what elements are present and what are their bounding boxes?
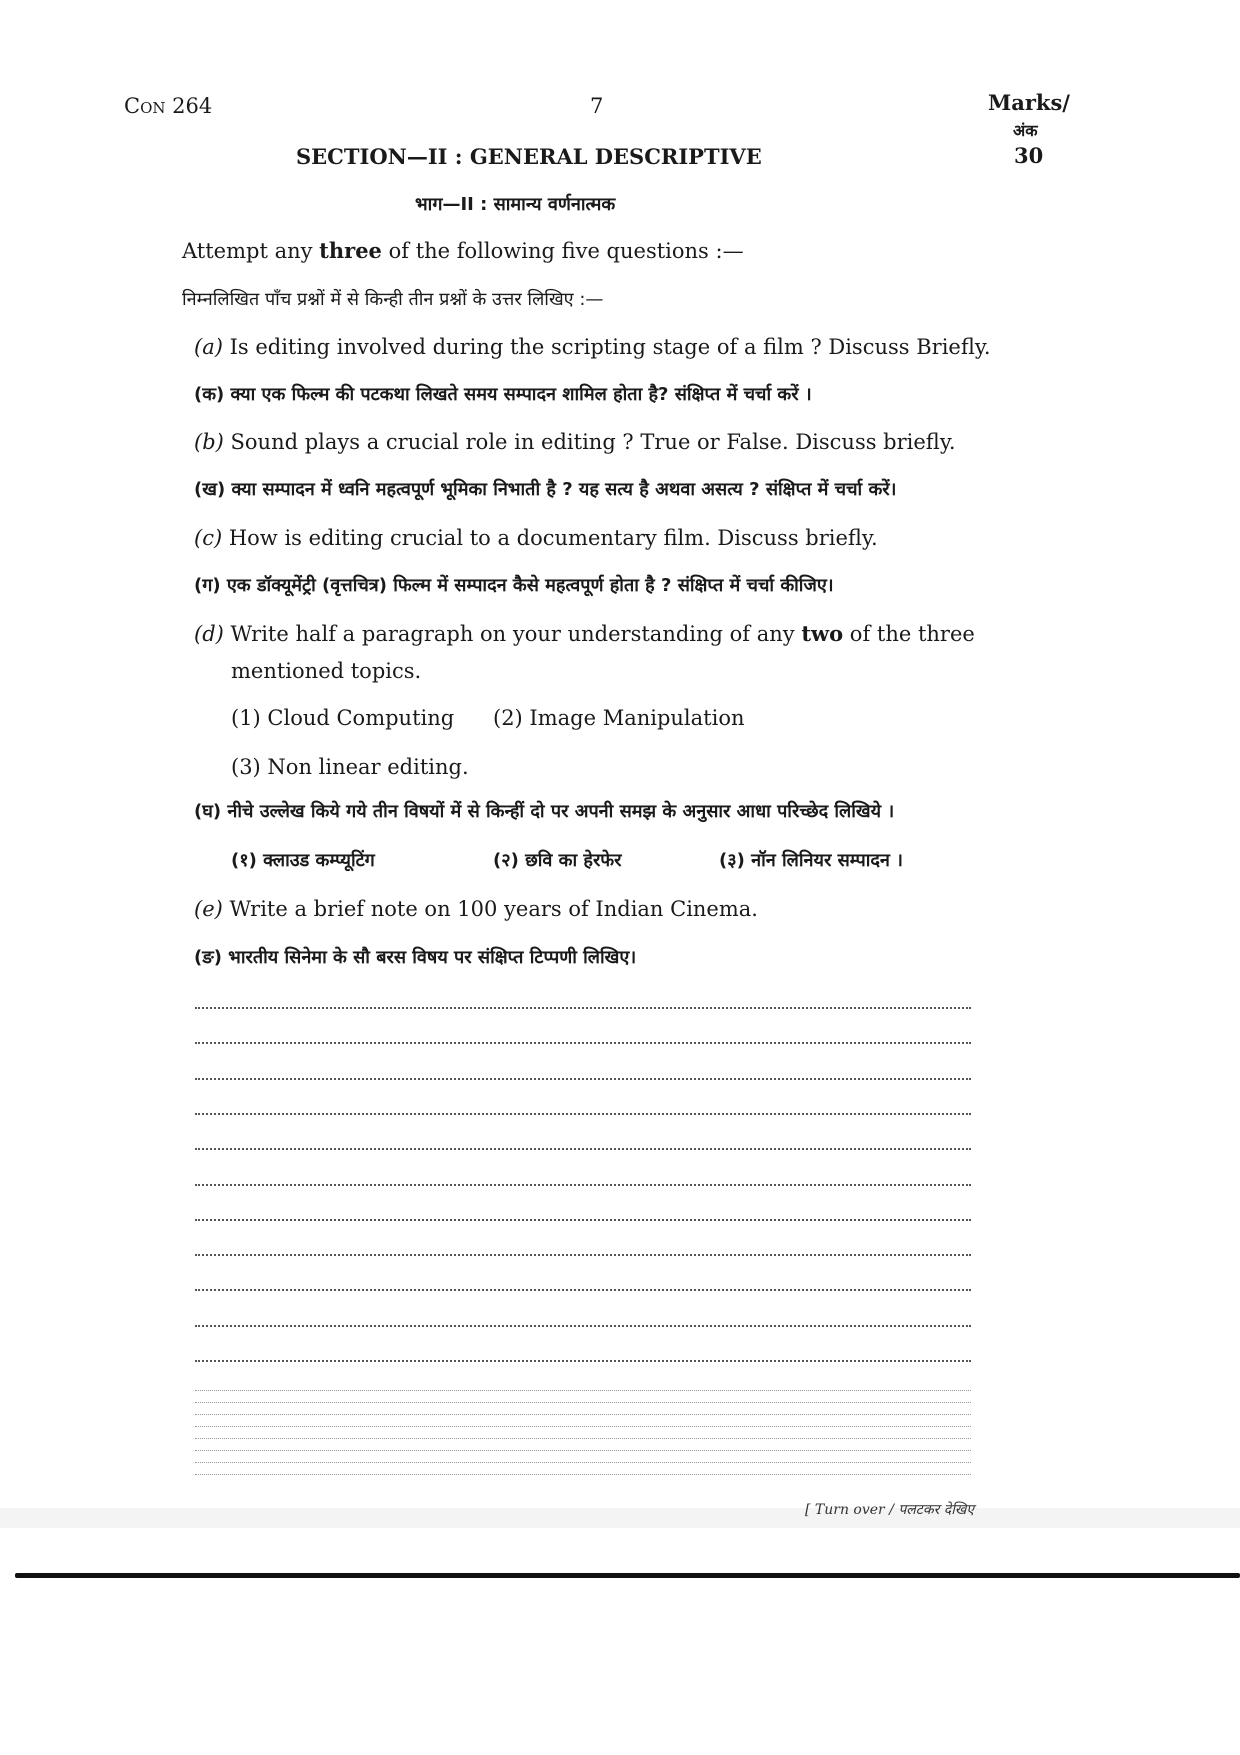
question-d-line2: mentioned topics.	[231, 659, 422, 683]
question-a-hindi: (क) क्या एक फिल्म की पटकथा लिखते समय सम्पादन शामिल होता है? संक्षिप्त में चर्चा करें ।	[194, 384, 812, 405]
answer-line	[195, 1078, 971, 1080]
answer-line	[195, 1007, 971, 1009]
answer-line	[195, 1402, 971, 1403]
section-title-hindi: भाग—II : सामान्य वर्णनात्मक	[415, 194, 616, 215]
answer-line	[195, 1042, 971, 1044]
instructions-english: Attempt any three of the following five questions :—	[182, 238, 744, 263]
answer-line	[195, 1360, 971, 1362]
question-e-hindi: (ङ) भारतीय सिनेमा के सौ बरस विषय पर संक्षिप्त टिप्पणी लिखिए।	[194, 947, 637, 968]
marks-value: 30	[1014, 143, 1044, 168]
answer-line	[195, 1450, 971, 1451]
topic-3-hindi: (३) नॉन लिनियर सम्पादन ।	[719, 850, 904, 871]
answer-line	[195, 1289, 971, 1291]
topic-1: (1) Cloud Computing	[231, 706, 455, 730]
topic-2: (2) Image Manipulation	[493, 706, 745, 730]
question-c: (c) How is editing crucial to a documentary film. Discuss briefly.	[194, 526, 878, 550]
answer-line	[195, 1325, 971, 1327]
answer-line	[195, 1426, 971, 1427]
marks-label: Marks/	[988, 90, 1070, 115]
question-c-hindi: (ग) एक डॉक्यूमेंट्री (वृत्तचित्र) फिल्म में सम्पादन कैसे महत्वपूर्ण होता है ? संक्षिप्त में चर्चा कीजिए।	[194, 575, 834, 596]
answer-line	[195, 1219, 971, 1221]
paper-code: Con 264	[124, 94, 213, 118]
question-b-hindi: (ख) क्या सम्पादन में ध्वनि महत्वपूर्ण भूमिका निभाती है ? यह सत्य है अथवा असत्य ? संक्षिप्त में चर्चा करें।	[194, 479, 897, 500]
answer-line	[195, 1390, 971, 1391]
answer-line	[195, 1254, 971, 1256]
answer-line	[195, 1474, 971, 1475]
instructions-hindi: निम्नलिखित पाँच प्रश्नों में से किन्ही तीन प्रश्नों के उत्तर लिखिए :—	[182, 289, 604, 310]
answer-line	[195, 1414, 971, 1415]
question-e: (e) Write a brief note on 100 years of Indian Cinema.	[194, 897, 758, 921]
page-number: 7	[590, 94, 604, 118]
answer-line	[195, 1462, 971, 1463]
question-d-hindi: (घ) नीचे उल्लेख किये गये तीन विषयों में से किन्हीं दो पर अपनी समझ के अनुसार आधा परिच्छेद लिखिये ।	[194, 801, 895, 822]
turn-over-note: [ Turn over / पलटकर देखिए	[805, 1502, 975, 1518]
topic-1-hindi: (१) क्लाउड कम्प्यूटिंग	[231, 850, 375, 871]
question-a: (a) Is editing involved during the scripting stage of a film ? Discuss Briefly.	[194, 335, 991, 359]
topic-3: (3) Non linear editing.	[231, 755, 469, 779]
marks-label-hindi: अंक	[1013, 121, 1038, 140]
answer-line	[195, 1113, 971, 1115]
section-title: SECTION—II : GENERAL DESCRIPTIVE	[296, 144, 762, 169]
answer-line	[195, 1438, 971, 1439]
answer-line	[195, 1148, 971, 1150]
answer-line	[195, 1184, 971, 1186]
question-b: (b) Sound plays a crucial role in editing ? True or False. Discuss briefly.	[194, 430, 956, 454]
footer-band	[0, 1508, 1240, 1528]
question-d: (d) Write half a paragraph on your understanding of any two of the three	[194, 621, 975, 646]
topic-2-hindi: (२) छवि का हेरफेर	[493, 850, 622, 871]
bottom-rule	[15, 1573, 1240, 1578]
